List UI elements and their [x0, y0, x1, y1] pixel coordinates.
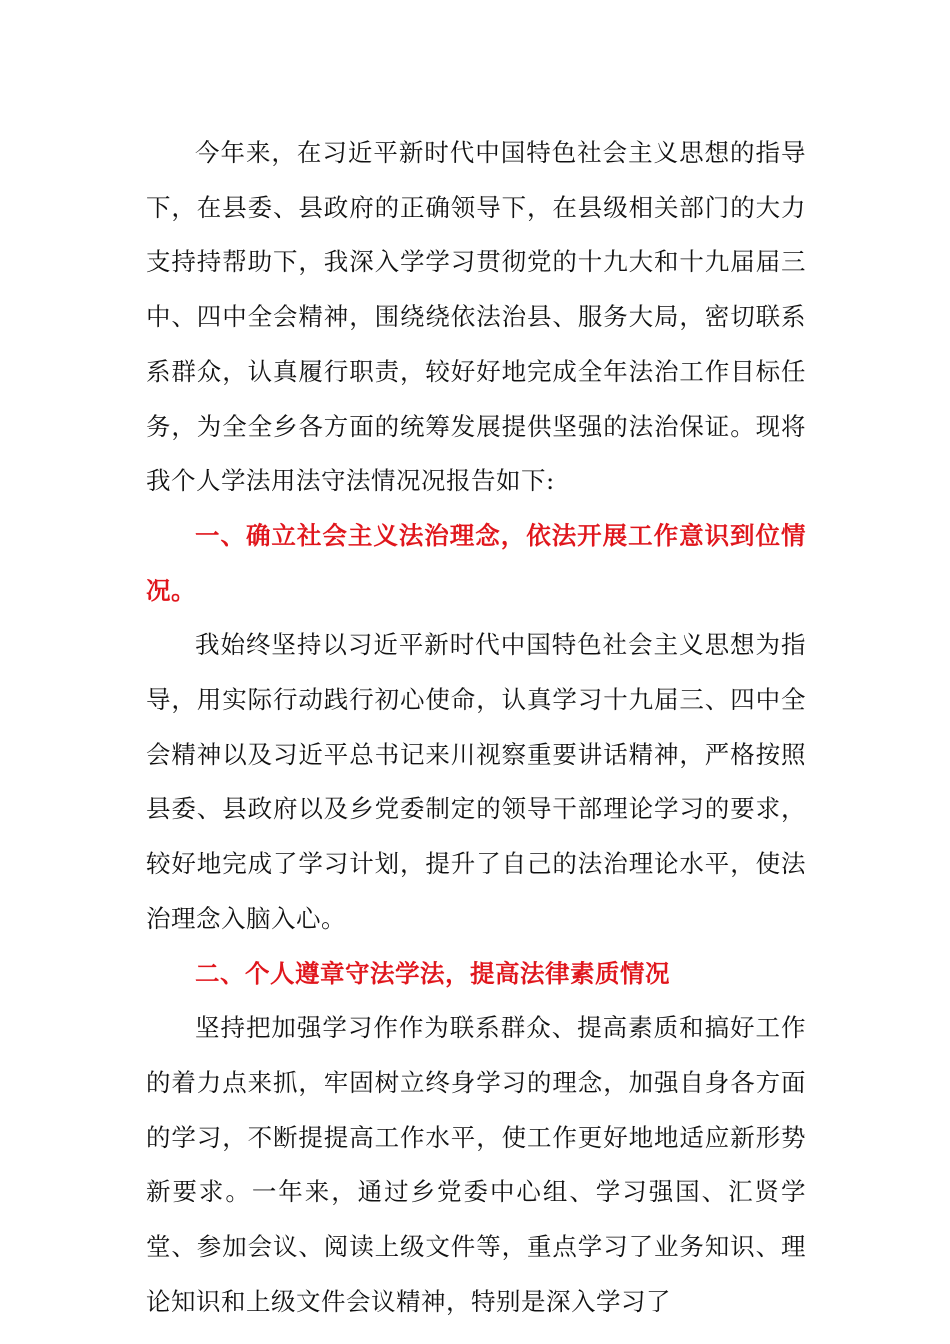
document-body	[146, 126, 806, 1329]
intro-paragraph: 今年来，在习近平新时代中国特色社会主义思想的指导下，在县委、县政府的正确领导下，在县级相关部门的大力支持持帮助下，我深入学学习贯彻党的十九大和十九届届三中、四中全会精神，围绕绕依法治县、服务大局，密切联系系群众，认真履行职责，较好好地完成全年法治工作目标任务，为全全乡各方面的统筹发展提供坚强的法治保证。现将我个人学法用法守法情况况报告如下:	[146, 138, 806, 496]
section-1-paragraph: 我始终坚持以习近平新时代中国特色社会主义思想为指导，用实际行动践行初心使命，认真学习十九届三、四中全会精神以及习近平总书记来川视察重要讲话精神，严格按照县委、县政府以及乡党委制定的领导干部理论学习的要求，较好地完成了学习计划，提升了自己的法治理论水平，使法治理念入脑入心。	[146, 630, 806, 933]
section-heading-1: 一、确立社会主义法治理念，依法开展工作意识到位情况。	[146, 520, 806, 605]
section-2-paragraph: 坚持把加强学习作作为联系群众、提高素质和搞好工作的着力点来抓，牢固树立终身学习的理念，加强自身各方面的学习，不断提提高工作水平，使工作更好地地适应新形势新要求。一年来，通过乡党委中心组、学习强国、汇贤学堂、参加会议、阅读上级文件等，重点学习了业务知识、理论知识和上级文件会议精神，特别是深入学习了	[146, 1013, 806, 1316]
section-heading-2: 二、个人遵章守法学法，提高法律素质情况	[195, 958, 670, 988]
